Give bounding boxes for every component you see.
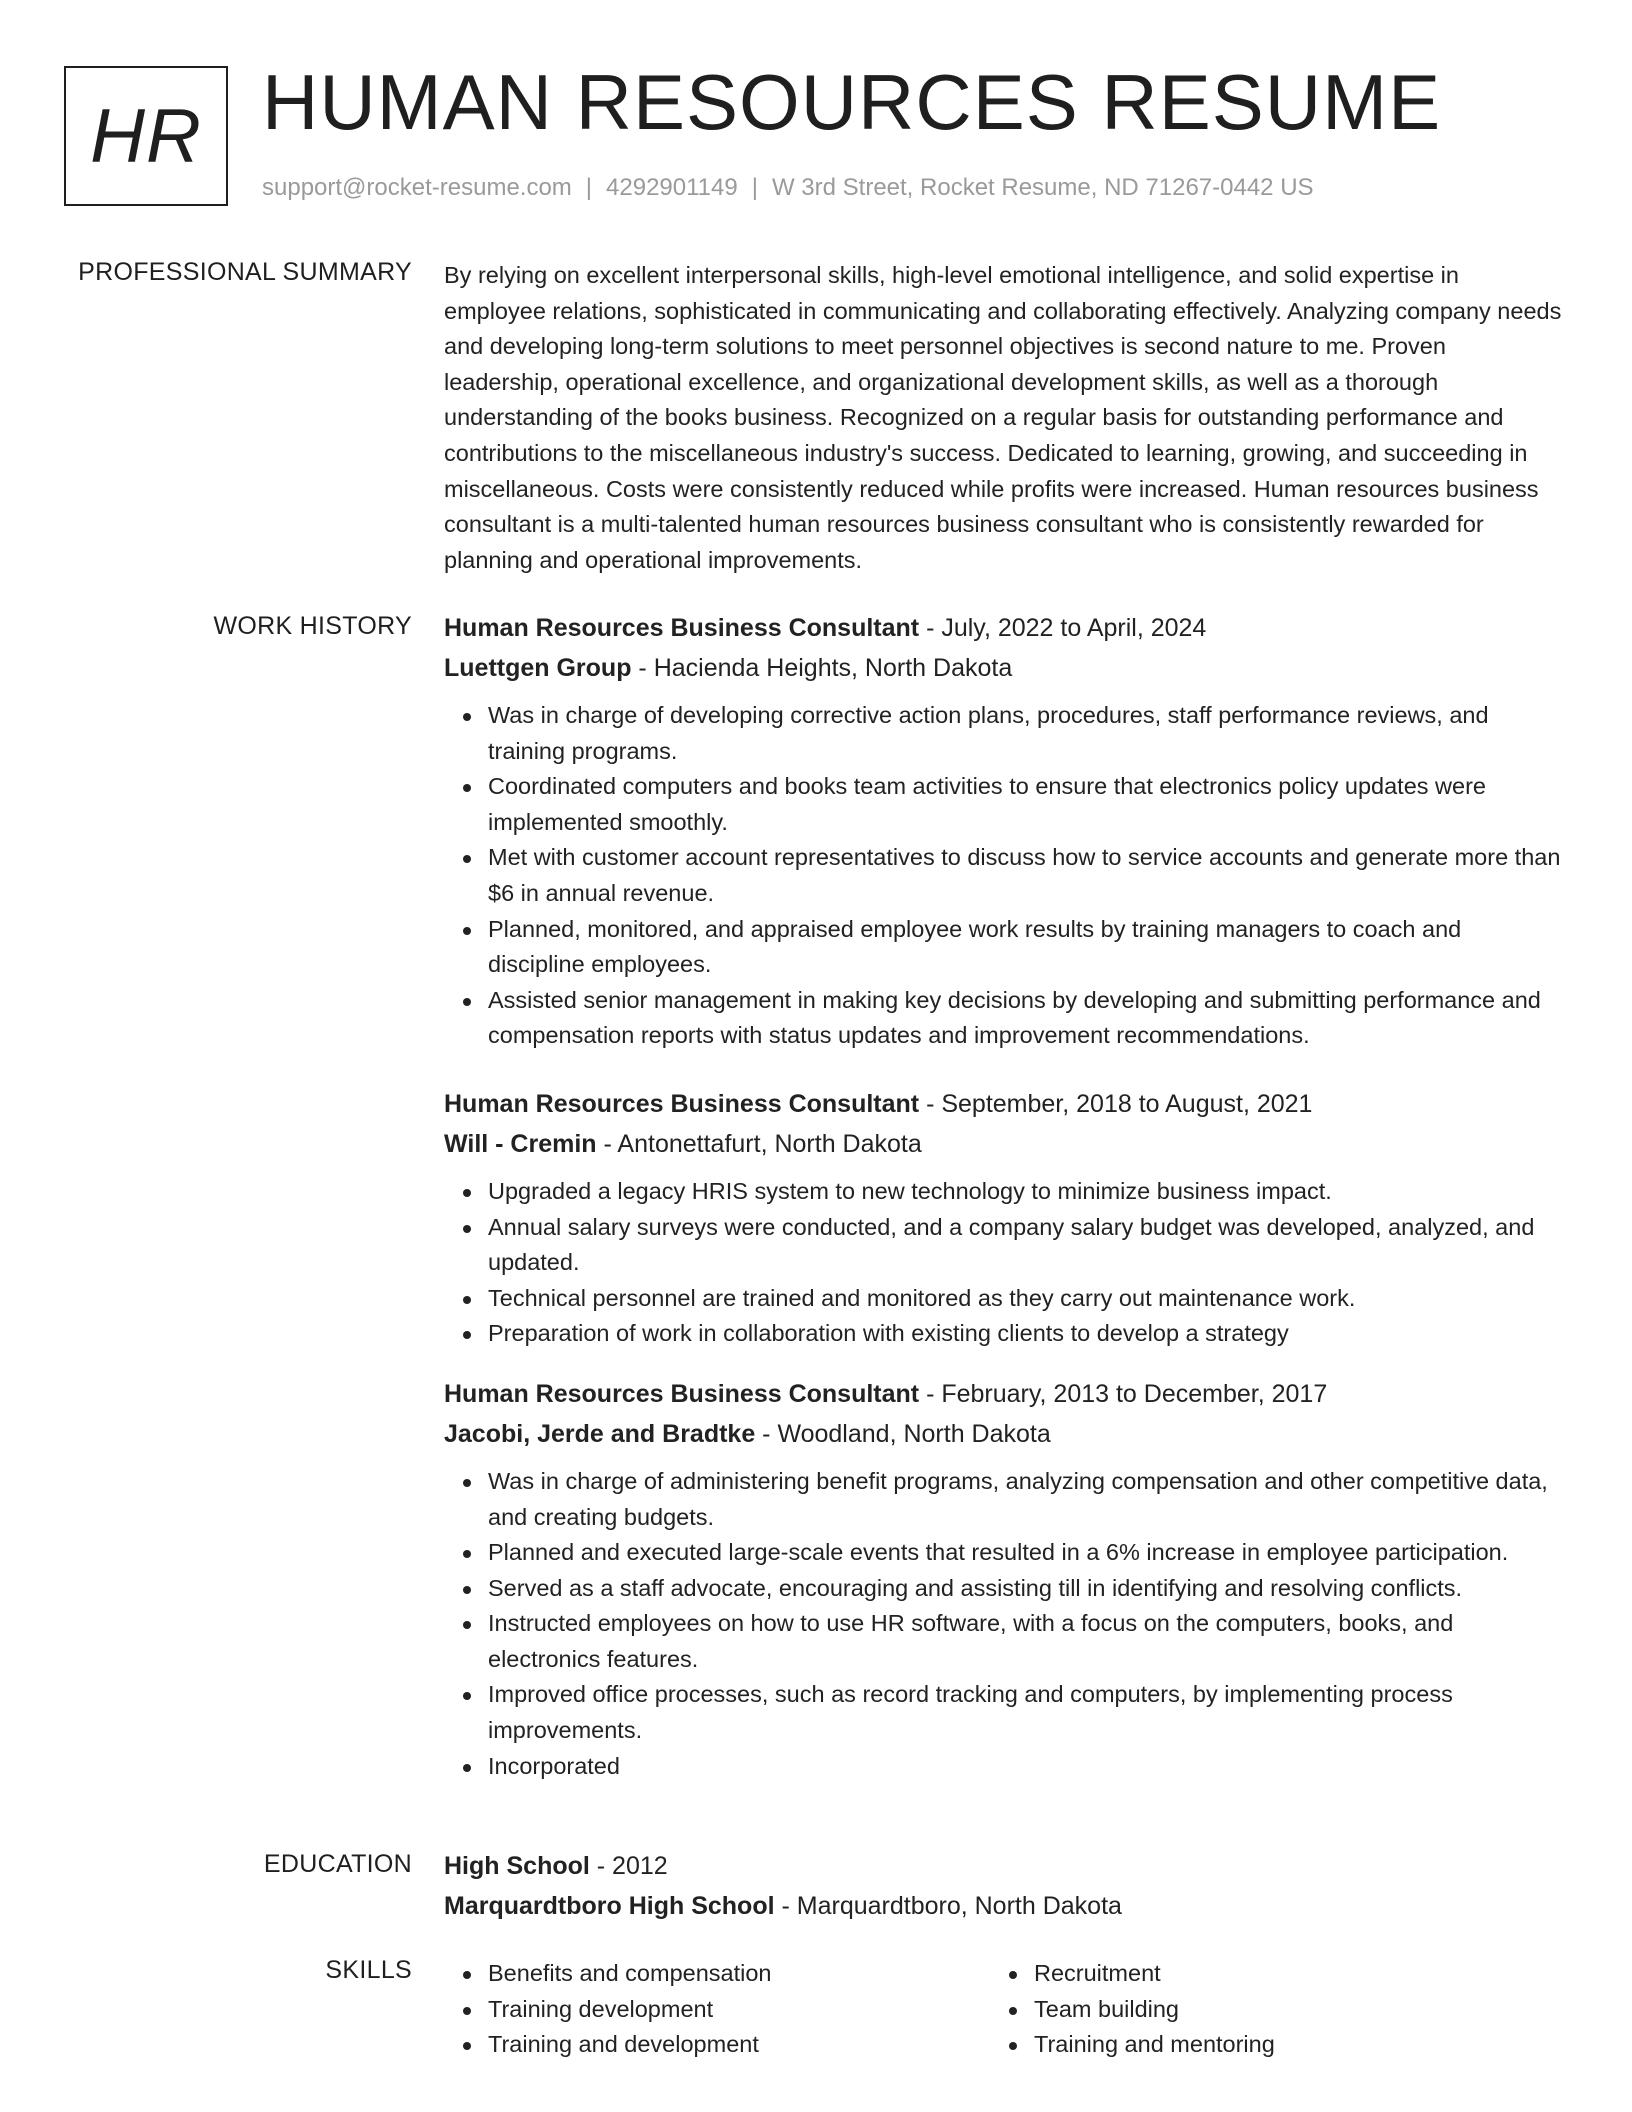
summary-label: PROFESSIONAL SUMMARY bbox=[78, 258, 412, 286]
job-entry bbox=[444, 1374, 1564, 1784]
job-bullets bbox=[444, 1174, 1564, 1352]
job-bullet: Was in charge of administering benefit programs, analyzing compensation and other competitive data, and creating budgets. bbox=[488, 1464, 1564, 1535]
job-location: - Woodland, North Dakota bbox=[755, 1419, 1051, 1448]
contact-address: W 3rd Street, Rocket Resume, ND 71267-0442 US bbox=[771, 174, 1314, 201]
skills-grid bbox=[444, 1956, 1564, 2063]
education-degree-line bbox=[444, 1846, 1564, 1886]
job-company-line bbox=[444, 1124, 1564, 1164]
job-bullets bbox=[444, 698, 1564, 1054]
job-title-line bbox=[444, 1374, 1564, 1414]
job-bullet: Planned, monitored, and appraised employee work results by training managers to coach and discipline employees. bbox=[488, 912, 1564, 983]
job-dates: - February, 2013 to December, 2017 bbox=[919, 1379, 1328, 1408]
job-bullet: Incorporated bbox=[488, 1749, 1564, 1785]
job-dates: - September, 2018 to August, 2021 bbox=[919, 1089, 1313, 1118]
job-bullet: Met with customer account representatives to discuss how to service accounts and generate more than $6 in annual revenue. bbox=[488, 840, 1564, 911]
job-location: - Antonettafurt, North Dakota bbox=[596, 1129, 922, 1158]
education-school-line bbox=[444, 1886, 1564, 1926]
skill-item: Training and development bbox=[488, 2027, 990, 2063]
job-title: Human Resources Business Consultant bbox=[444, 1089, 920, 1118]
job-title-line bbox=[444, 608, 1564, 648]
monogram-logo bbox=[64, 66, 228, 206]
skills-column-left bbox=[444, 1956, 990, 2063]
skills-list bbox=[444, 1956, 990, 2063]
job-company: Will - Cremin bbox=[444, 1129, 597, 1158]
work-history-label: WORK HISTORY bbox=[213, 612, 412, 640]
job-bullet: Improved office processes, such as record tracking and computers, by implementing process improvements. bbox=[488, 1677, 1564, 1748]
job-title: Human Resources Business Consultant bbox=[444, 1379, 920, 1408]
skill-item: Training development bbox=[488, 1992, 990, 2028]
job-bullet: Annual salary surveys were conducted, and a company salary budget was developed, analyzed, and updated. bbox=[488, 1210, 1564, 1281]
skills-list bbox=[990, 1956, 1536, 2063]
job-title-line bbox=[444, 1084, 1564, 1124]
education-year: - 2012 bbox=[589, 1852, 668, 1880]
resume-title: HUMAN RESOURCES RESUME bbox=[262, 58, 1442, 146]
skills-column-right bbox=[990, 1956, 1536, 2063]
job-dates: - July, 2022 to April, 2024 bbox=[919, 614, 1207, 642]
job-bullet: Was in charge of developing corrective action plans, procedures, staff performance reviews, and training programs. bbox=[488, 698, 1564, 769]
job-bullet: Preparation of work in collaboration with existing clients to develop a strategy bbox=[488, 1316, 1564, 1352]
job-bullets bbox=[444, 1464, 1564, 1784]
contact-phone: 4292901149 bbox=[606, 174, 738, 201]
skill-item: Team building bbox=[1034, 1992, 1536, 2028]
monogram-text: HR bbox=[90, 93, 202, 179]
job-company-line bbox=[444, 1414, 1564, 1454]
job-bullet: Assisted senior management in making key decisions by developing and submitting performance and compensation reports with status updates and improvement recommendations. bbox=[488, 983, 1564, 1054]
skills-label: SKILLS bbox=[325, 1956, 412, 1984]
job-bullet: Planned and executed large-scale events that resulted in a 6% increase in employee participation. bbox=[488, 1535, 1564, 1571]
job-entry bbox=[444, 608, 1564, 1054]
job-bullet: Upgraded a legacy HRIS system to new technology to minimize business impact. bbox=[488, 1174, 1564, 1210]
job-location: - Hacienda Heights, North Dakota bbox=[631, 654, 1013, 682]
job-company: Jacobi, Jerde and Bradtke bbox=[444, 1419, 756, 1448]
education-location: - Marquardtboro, North Dakota bbox=[774, 1892, 1122, 1920]
contact-separator: | bbox=[751, 174, 758, 201]
job-entry bbox=[444, 1084, 1564, 1352]
summary-text: By relying on excellent interpersonal skills, high-level emotional intelligence, and solid expertise in employee relations, sophisticated in communicating and collaborating effectively. Analyzing company needs and developing long-term solutions to meet personnel objectives is second nature to me. Proven leadership, operational excellence, and organizational development skills, as well as a thorough understanding of the books business. Recognized on a regular basis for outstanding performance and contributions to the miscellaneous industry's success. Dedicated to learning, growing, and succeeding in miscellaneous. Costs were consistently reduced while profits were increased. Human resources business consultant is a multi-talented human resources business consultant who is consistently rewarded for planning and operational improvements. bbox=[444, 262, 1562, 573]
contact-email: support@rocket-resume.com bbox=[262, 174, 572, 201]
skill-item: Recruitment bbox=[1034, 1956, 1536, 1992]
job-bullet: Technical personnel are trained and monitored as they carry out maintenance work. bbox=[488, 1281, 1564, 1317]
job-bullet: Instructed employees on how to use HR software, with a focus on the computers, books, and electronics features. bbox=[488, 1606, 1564, 1677]
skill-item: Training and mentoring bbox=[1034, 2027, 1536, 2063]
contact-separator: | bbox=[585, 174, 593, 201]
contact-line bbox=[262, 174, 1314, 202]
education-school: Marquardtboro High School bbox=[444, 1892, 775, 1920]
job-company: Luettgen Group bbox=[444, 654, 632, 682]
education-label: EDUCATION bbox=[263, 1850, 412, 1878]
job-bullet: Coordinated computers and books team activities to ensure that electronics policy updates were implemented smoothly. bbox=[488, 769, 1564, 840]
education-degree: High School bbox=[444, 1852, 590, 1880]
job-title: Human Resources Business Consultant bbox=[444, 614, 920, 642]
job-company-line bbox=[444, 648, 1564, 688]
skill-item: Benefits and compensation bbox=[488, 1956, 990, 1992]
job-bullet: Served as a staff advocate, encouraging and assisting till in identifying and resolving conflicts. bbox=[488, 1571, 1564, 1607]
